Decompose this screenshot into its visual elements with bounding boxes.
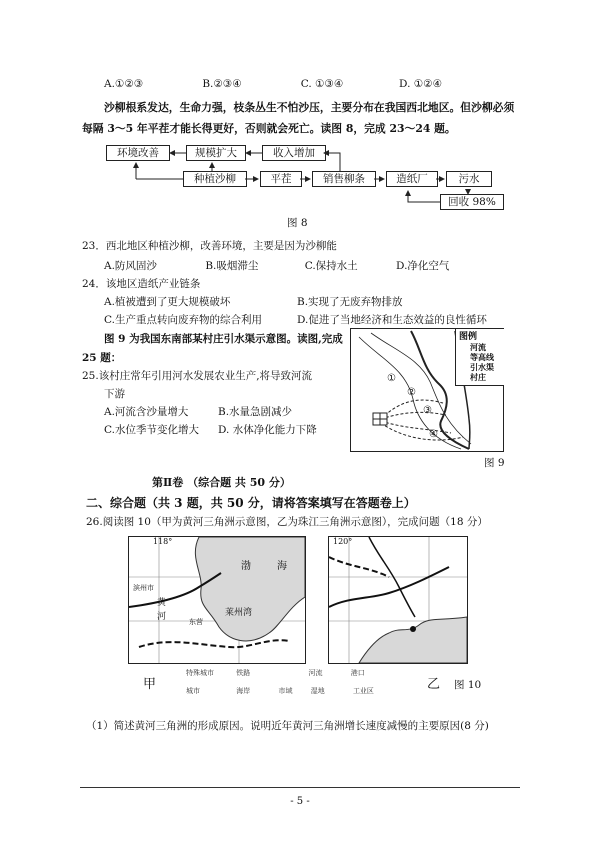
q22-option-a: A.①②③ [104, 78, 144, 90]
label-yi: 乙 [427, 677, 441, 692]
q26-stem: 26.阅读图 10（甲为黄河三角洲示意图，乙为珠江三角洲示意图），完成问题（18 分） [86, 516, 488, 528]
q24-option-c: C.生产重点转向废弃物的综合利用 [104, 314, 262, 326]
intro-line2: 每隔 3～5 年平茬才能长得更好，否则就会死亡。读图 8，完成 23～24 题。 [82, 122, 456, 135]
jia-label-hai: 海 [277, 561, 287, 572]
q24-option-b: B.实现了无废弃物排放 [297, 296, 403, 308]
page-number: - 5 - [290, 796, 310, 807]
fig8-caption: 图 8 [287, 217, 308, 229]
node-sell: 销售柳条 [312, 171, 376, 187]
fig10-legend-row2 [186, 686, 393, 696]
q23-option-b: B.吸烟滞尘 [205, 260, 259, 272]
q23-stem: 23．西北地区种植沙柳，改善环境，主要是因为沙柳能 [82, 240, 337, 252]
node-income: 收入增加 [262, 145, 326, 161]
jia-label-huang: 黄 [157, 598, 167, 608]
q25-option-b: B.水量急剧减少 [218, 406, 293, 418]
map-yi [328, 536, 468, 664]
q25-option-c: C.水位季节变化增大 [104, 424, 199, 436]
jia-label-laizhou: 莱州湾 [225, 608, 253, 618]
node-plant: 种植沙柳 [183, 171, 247, 187]
q24-option-a: A.植被遭到了更大规模破坏 [104, 296, 231, 308]
village-marker [373, 413, 387, 425]
legend-village: 村庄 [470, 372, 486, 382]
q26-sub1: （1）简述黄河三角洲的形成原因。说明近年黄河三角洲增长速度减慢的主要原因(8 分) [86, 720, 489, 732]
node-cut: 平茬 [260, 171, 302, 187]
q24-stem: 24．该地区造纸产业链条 [82, 278, 201, 290]
q25-line1: 25.该村庄常年引用河水发展农业生产,将导致河流 [82, 370, 313, 382]
q22-option-b: B.②③④ [202, 78, 242, 90]
node-recycle: 回收 98% [440, 194, 504, 210]
legend-coast: 海岸 [236, 687, 251, 695]
q25-line2: 下游 [104, 388, 125, 400]
jia-label-bo: 渤 [241, 561, 251, 572]
q23-option-a: A.防风固沙 [104, 260, 157, 272]
legend-city: 城市 [186, 687, 200, 695]
legend-river: 河流 [308, 669, 323, 677]
fig10-legend-row1 [186, 668, 391, 678]
jia-lon-label: 118° [153, 537, 173, 546]
legend-title: 图例 [459, 332, 478, 342]
label-jia: 甲 [143, 677, 157, 692]
legend-area: 市域 [278, 687, 293, 695]
jia-label-dongying: 东营 [189, 618, 203, 626]
q25-option-a: A.河流含沙量增大 [104, 406, 189, 418]
fig8-arrows [0, 0, 600, 230]
legend-canal: 引水渠 [470, 362, 494, 372]
canal-label-1: ① [387, 373, 396, 384]
fig9-intro-line2: 25 题： [82, 352, 122, 364]
part2-title: 第Ⅱ卷 （综合题 共 50 分） [152, 476, 291, 489]
legend-special-city: 特殊城市 [186, 669, 214, 677]
fig9-intro-line1: 图 9 为我国东南部某村庄引水渠示意图。读图,完成 [104, 333, 343, 345]
q22-option-c: C. ①③④ [300, 78, 344, 90]
fig10-caption: 图 10 [454, 679, 482, 691]
fig9-legend [455, 329, 504, 386]
intro-line1: 沙柳根系发达，生命力强，枝条丛生不怕沙压，主要分布在我国西北地区。但沙柳必须 [104, 101, 515, 114]
fig9-caption: 图 9 [484, 457, 505, 469]
node-paper: 造纸厂 [386, 171, 438, 187]
canal-label-4: ④ [429, 429, 438, 440]
node-scale: 规模扩大 [186, 145, 246, 161]
map-jia [128, 536, 306, 664]
q22-option-d: D. ①②④ [399, 78, 442, 90]
legend-railway: 铁路 [236, 669, 251, 677]
part2-heading: 二、综合题（共 3 题，共 50 分，请将答案填写在答题卷上） [86, 496, 416, 510]
canal-label-2: ② [407, 387, 416, 398]
node-sewage: 污水 [446, 171, 492, 187]
canal-label-3: ③ [423, 405, 432, 416]
footer-rule [80, 787, 520, 788]
legend-contour: 等高线 [470, 352, 494, 362]
legend-port: 港口 [350, 669, 365, 677]
q23-option-d: D.净化空气 [396, 260, 450, 272]
legend-river: 河流 [470, 342, 486, 352]
jia-label-he: 河 [157, 612, 167, 622]
jia-label-binzhou: 滨州市 [133, 584, 154, 592]
node-env: 环境改善 [106, 145, 170, 161]
figure-9-map [350, 328, 504, 452]
legend-wetland: 湿地 [310, 687, 325, 695]
legend-industrial: 工业区 [352, 687, 374, 695]
q24-option-d: D.促进了当地经济和生态效益的良性循环 [297, 314, 487, 326]
q23-options [104, 258, 449, 273]
yi-lon-label: 120° [333, 537, 353, 546]
q23-option-c: C.保持水土 [304, 260, 358, 272]
q25-option-d: D. 水体净化能力下降 [218, 424, 317, 436]
